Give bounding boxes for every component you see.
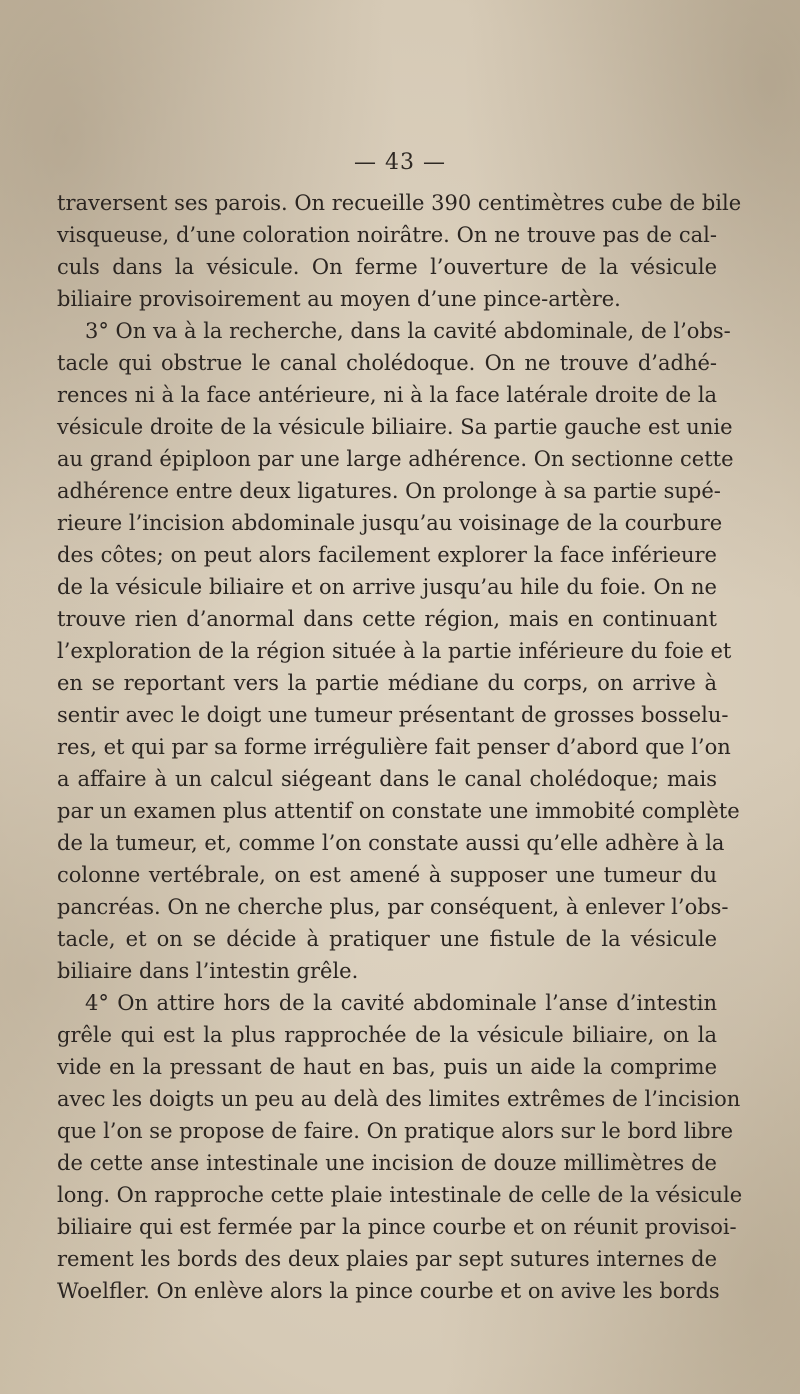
- text-line: Woelfler. On enlève alors la pince courbe et on avive les bords: [57, 1279, 720, 1303]
- text-line: en se reportant vers la partie médiane du corps, on arrive à: [57, 671, 717, 695]
- text-line: traversent ses parois. On recueille 390 centimètres cube de bile: [57, 191, 742, 215]
- text-line: tacle qui obstrue le canal cholédoque. On ne trouve d’adhé-: [57, 351, 717, 375]
- text-line: des côtes; on peut alors facilement explorer la face inférieure: [57, 543, 717, 567]
- text-line: long. On rapproche cette plaie intestinale de celle de la vésicule: [57, 1183, 743, 1207]
- text-line: de la tumeur, et, comme l’on constate aussi qu’elle adhère à la: [57, 831, 725, 855]
- text-line: 4° On attire hors de la cavité abdominale l’anse d’intestin: [85, 991, 717, 1015]
- page-number: — 43 —: [354, 150, 446, 175]
- text-line: res, et qui par sa forme irrégulière fait penser d’abord que l’on: [57, 735, 731, 759]
- text-line: que l’on se propose de faire. On pratique alors sur le bord libre: [57, 1119, 734, 1143]
- text-line: rement les bords des deux plaies par sept sutures internes de: [57, 1247, 717, 1271]
- text-line: de cette anse intestinale une incision de douze millimètres de: [57, 1151, 717, 1175]
- text-line: rences ni à la face antérieure, ni à la face latérale droite de la: [57, 383, 718, 407]
- text-line: adhérence entre deux ligatures. On prolonge à sa partie supé-: [57, 479, 721, 503]
- text-line: de la vésicule biliaire et on arrive jusqu’au hile du foie. On ne: [57, 575, 717, 599]
- text-line: l’exploration de la région située à la partie inférieure du foie et: [57, 639, 732, 663]
- text-line: biliaire qui est fermée par la pince courbe et on réunit provisoi-: [57, 1215, 737, 1239]
- text-line: 3° On va à la recherche, dans la cavité abdominale, de l’obs-: [85, 319, 731, 343]
- text-line: colonne vertébrale, on est amené à supposer une tumeur du: [57, 863, 717, 887]
- text-line: trouve rien d’anormal dans cette région, mais en continuant: [57, 607, 717, 631]
- text-line: biliaire dans l’intestin grêle.: [57, 959, 359, 983]
- text-line: avec les doigts un peu au delà des limites extrêmes de l’incision: [57, 1087, 741, 1111]
- text-line: par un examen plus attentif on constate une immobité complète: [57, 799, 740, 823]
- text-line: tacle, et on se décide à pratiquer une fistule de la vésicule: [57, 927, 717, 951]
- text-line: visqueuse, d’une coloration noirâtre. On ne trouve pas de cal-: [57, 223, 717, 247]
- text-line: a affaire à un calcul siégeant dans le canal cholédoque; mais: [57, 767, 717, 791]
- text-line: grêle qui est la plus rapprochée de la vésicule biliaire, on la: [57, 1023, 717, 1047]
- text-line: rieure l’incision abdominale jusqu’au voisinage de la courbure: [57, 511, 723, 535]
- text-line: pancréas. On ne cherche plus, par conséquent, à enlever l’obs-: [57, 895, 729, 919]
- text-line: au grand épiploon par une large adhérence. On sectionne cette: [57, 447, 734, 471]
- text-line: biliaire provisoirement au moyen d’une pince-artère.: [57, 287, 621, 311]
- text-line: vide en la pressant de haut en bas, puis un aide la comprime: [57, 1055, 717, 1079]
- text-line: sentir avec le doigt une tumeur présentant de grosses bosselu-: [57, 703, 729, 727]
- text-line: culs dans la vésicule. On ferme l’ouverture de la vésicule: [57, 255, 717, 279]
- text-line: vésicule droite de la vésicule biliaire. Sa partie gauche est unie: [57, 415, 733, 439]
- body-text: [57, 187, 743, 1307]
